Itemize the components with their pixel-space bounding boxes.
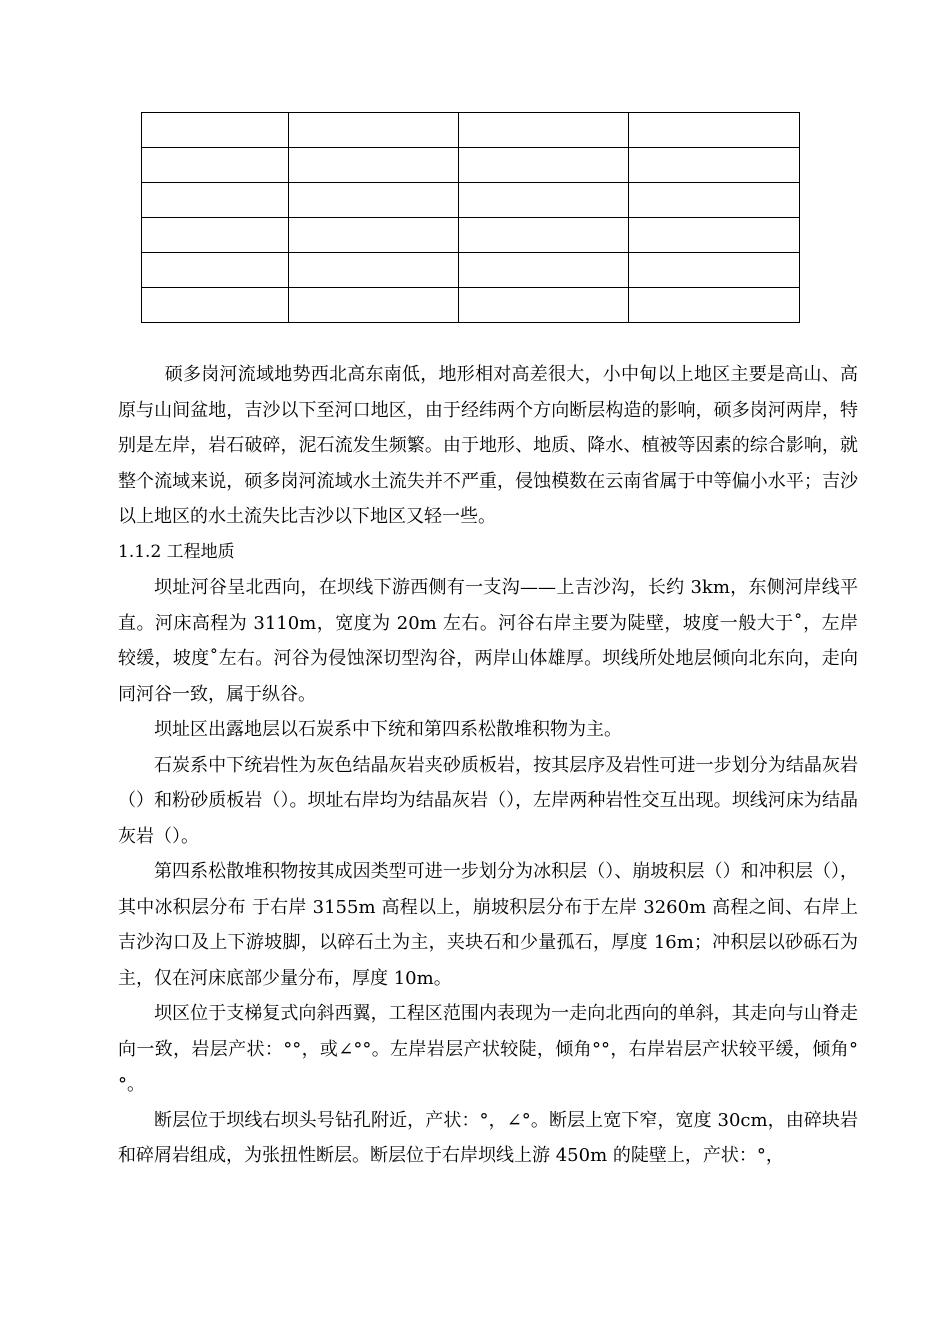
paragraph-dam-valley: 坝址河谷呈北西向，在坝线下游西侧有一支沟——上吉沙沟，长约 3km，东侧河岸线平直。河床高程为 3110m，宽度为 20m 左右。河谷右岸主要为陡壁，坡度一般大于˚，左岸较缓，坡度˚左右。河谷为侵蚀深切型沟谷，两岸山体雄厚。坝线所处地层倾向北东向，走向同河谷一致，属于纵谷。 — [118, 577, 858, 705]
table-cell — [289, 218, 459, 253]
table-row — [142, 148, 800, 183]
table-cell — [629, 288, 800, 323]
table-row — [142, 218, 800, 253]
table-cell — [142, 183, 289, 218]
table-cell — [289, 288, 459, 323]
table-cell — [629, 183, 800, 218]
table-cell — [289, 148, 459, 183]
table-cell — [142, 288, 289, 323]
table-cell — [629, 148, 800, 183]
table-cell — [142, 218, 289, 253]
section-heading-engineering-geology: 1.1.2 工程地质 — [118, 541, 235, 562]
table-cell — [459, 288, 629, 323]
paragraph-strata-overview: 坝址区出露地层以石炭系中下统和第四系松散堆积物为主。 — [154, 719, 622, 740]
table-row — [142, 113, 800, 148]
paragraph-carboniferous: 石炭系中下统岩性为灰色结晶灰岩夹砂质板岩，按其层序及岩性可进一步划分为结晶灰岩（）和粉砂质板岩（）。坝址右岸均为结晶灰岩（），左岸两种岩性交互出现。坝线河床为结晶灰岩（）。 — [118, 754, 858, 847]
paragraph-faults: 断层位于坝线右坝头号钻孔附近，产状：°，∠°。断层上宽下窄，宽度 30cm，由碎块岩和碎屑岩组成，为张扭性断层。断层位于右岸坝线上游 450m 的陡壁上，产状：°， — [118, 1109, 858, 1166]
empty-table — [141, 112, 800, 323]
table-row — [142, 288, 800, 323]
table-cell — [459, 218, 629, 253]
table-cell — [142, 113, 289, 148]
table-cell — [289, 183, 459, 218]
table-cell — [459, 148, 629, 183]
paragraph-structure: 坝区位于支梯复式向斜西翼，工程区范围内表现为一走向北西向的单斜，其走向与山脊走向一致，岩层产状：°°，或∠°°。左岸岩层产状较陡，倾角°°，右岸岩层产状较平缓，倾角°°。 — [118, 1003, 858, 1095]
table-cell — [289, 253, 459, 288]
paragraph-watershed-terrain: 硕多岗河流域地势西北高东南低，地形相对高差很大，小中甸以上地区主要是高山、高原与山间盆地，吉沙以下至河口地区，由于经纬两个方向断层构造的影响，硕多岗河两岸，特别是左岸，岩石破碎，泥石流发生频繁。由于地形、地质、降水、植被等因素的综合影响，就整个流域来说，硕多岗河流域水土流失并不严重，侵蚀模数在云南省属于中等偏小水平；吉沙以上地区的水土流失比吉沙以下地区又轻一些。 — [118, 364, 858, 527]
table-cell — [459, 113, 629, 148]
table-cell — [459, 183, 629, 218]
table-cell — [629, 113, 800, 148]
table-cell — [629, 218, 800, 253]
table-cell — [459, 253, 629, 288]
table-row — [142, 183, 800, 218]
table-cell — [142, 148, 289, 183]
table-cell — [142, 253, 289, 288]
paragraph-quaternary: 第四系松散堆积物按其成因类型可进一步划分为冰积层（）、崩坡积层（）和冲积层（），其中冰积层分布 于右岸 3155m 高程以上，崩坡积层分布于左岸 3260m 高程之间、右岸上吉沙沟口及上下游坡脚，以碎石土为主，夹块石和少量孤石，厚度 16m；冲积层以砂砾石为主，仅在河床底部少量分布，厚度 10m。 — [118, 861, 858, 989]
table-cell — [289, 113, 459, 148]
body-text — [118, 357, 858, 1174]
table-cell — [629, 253, 800, 288]
table-row — [142, 253, 800, 288]
